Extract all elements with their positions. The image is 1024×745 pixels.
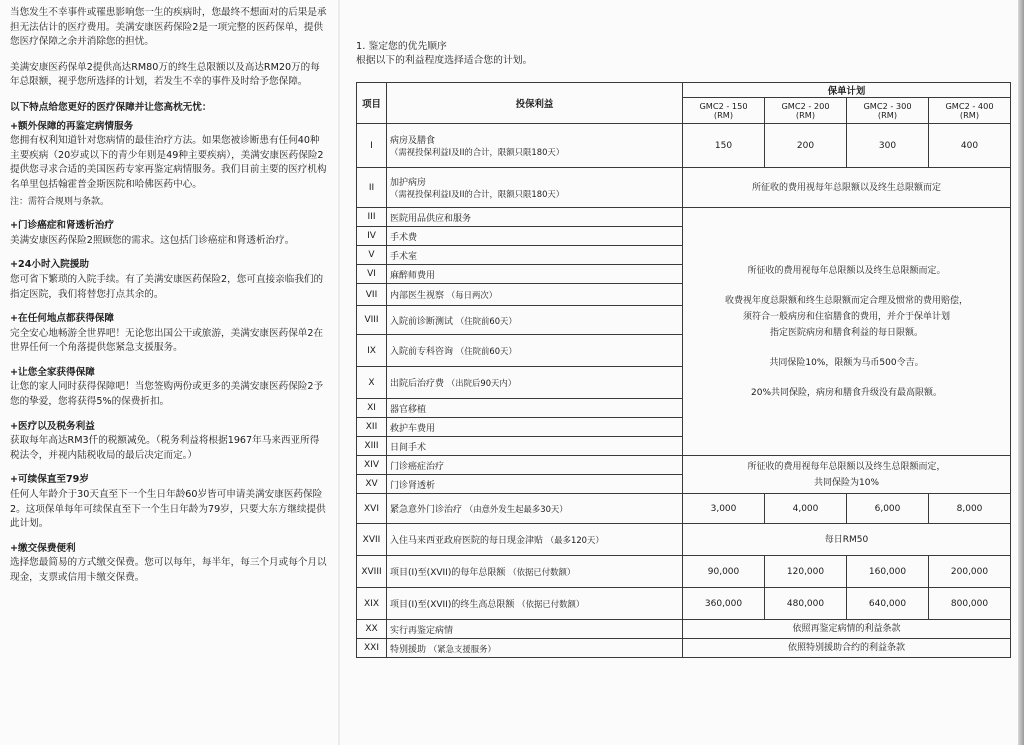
amount-cell: 120,000 [765,556,847,588]
row-number: V [357,246,387,265]
feature-body: 让您的家人同时获得保障吧！当您签购两份或更多的美满安康医药保险2予您的挚爱，您将获得5%的保费折扣。 [10,381,324,408]
benefit-label: 医院用品供应和服务 [387,208,683,227]
plan-gmc2-400: GMC2 - 400 (RM) [929,98,1011,124]
amount-cell: 8,000 [929,494,1011,524]
merged-text: 所征收的费用视每年总限额以及终生总限额而定。 [747,265,946,276]
feature-5 [10,366,328,410]
table-intro [356,40,1010,68]
benefit-label: 入住马来西亚政府医院的每日现金津贴 [390,536,544,546]
row-number: XVIII [357,556,387,588]
benefit-note: （住院前60天） [455,346,517,356]
feature-note: 注：需符合规则与条款。 [10,196,110,207]
table-row [357,524,1011,556]
row-number: XIII [357,437,387,456]
table-subheading: 根据以下的利益程度选择适合您的计划。 [356,55,533,66]
merged-text: 20%共同保险，病房和膳食升级没有最高限额。 [751,387,943,398]
row-number: XVII [357,524,387,556]
benefit-note: （依据已付数额） [517,599,585,609]
table-row [357,456,1011,475]
row-number: XIV [357,456,387,475]
merged-block [683,208,1011,456]
benefit-label: 特别援助 [390,644,427,655]
feature-7 [10,473,328,531]
intro-paragraph-2: 美满安康医药保单2提供高达RM80万的终生总限额以及高达RM20万的每年总限额，视乎您所选择的计划，若发生不幸的事件及时给予您保障。 [10,61,320,88]
benefit-note: （依据已付数额） [508,567,576,577]
benefit-note: （每日两次） [446,290,498,300]
row-number: VII [357,284,387,306]
benefit-note: （出院后90天内） [446,378,517,388]
benefit-label: 内部医生视察 [390,291,445,301]
amount-cell: 3,000 [683,494,765,524]
merged-cell: 每日RM50 [683,524,1011,556]
row-number: I [357,124,387,168]
benefit-label: 入院前专科咨询 [390,347,454,357]
row-benefit [387,124,683,168]
benefit-label: 门诊癌症治疗 [387,456,683,475]
table-row [357,168,1011,208]
merged-cell: 依照特别援助合约的利益条款 [683,639,1011,658]
feature-body: 您拥有权利知道针对您病情的最佳治疗方法。如果您被诊断患有任何40种主要疾病（20岁或以下的青少年则是49种主要疾病），美满安康医药保险2提供您寻求合适的美国医药专家再鉴定病情服务。我们目前主要的医疗机构名单里包括翰霍普金斯医院和哈佛医药中心。 [10,135,327,190]
page-edge [1018,0,1024,745]
benefit-note: （住院前60天） [455,315,517,326]
feature-8 [10,542,328,586]
row-number: X [357,367,387,399]
feature-1 [10,120,328,210]
feature-title: +可续保直至79岁 [10,474,89,486]
feature-3 [10,258,328,302]
feature-title: +医疗以及税务利益 [10,420,95,432]
merged-text: 共同保险10%，限额为马币500令吉。 [769,357,924,368]
col-header-item: 项目 [357,83,387,124]
benefit-label: 器官移植 [387,399,683,418]
benefit-label: 出院后治疗费 [390,379,445,389]
row-benefit [387,306,683,335]
merged-cell: 依照再鉴定病情的利益条款 [683,620,1011,639]
benefit-label: 入院前诊断测试 [390,316,454,327]
benefit-label: 紧急意外门诊治疗 [390,505,463,515]
row-number: XVI [357,494,387,524]
plan-gmc2-200: GMC2 - 200 (RM) [765,98,847,124]
row-benefit [387,284,683,306]
row-number: VI [357,265,387,284]
benefit-label: 门诊肾透析 [387,475,683,494]
table-row [357,494,1011,524]
feature-title: +让您全家获得保障 [10,366,95,378]
amount-cell: 360,000 [683,588,765,620]
page-fold [338,0,340,745]
plan-gmc2-150: GMC2 - 150 (RM) [683,98,765,124]
col-header-plan: 保单计划 [683,83,1011,98]
benefit-label: 手术费 [387,227,683,246]
table-row [357,620,1011,639]
row-number: XIX [357,588,387,620]
merged-cell: 所征收的费用视每年总限额以及终生总限额而定 [683,168,1011,208]
row-benefit [387,588,683,620]
feature-body: 任何人年龄介于30天直至下一个生日年龄60岁皆可申请美满安康医药保险2。这项保单每年可续保直至下一个生日年龄为79岁，只要大东方继续提供此计划。 [10,489,326,530]
table-heading: 1. 鉴定您的优先顺序 [356,41,447,52]
table-row [357,639,1011,658]
table-row [357,556,1011,588]
feature-body: 完全安心地畅游全世界吧！无论您出国公干或旅游，美满安康医药保单2在世界任何一个角落提供您紧急支援服务。 [10,327,324,354]
benefit-note: （需视投保利益I及II的合计，限额只限180天） [390,189,565,199]
merged-text: 指定医院病房和膳食利益的每日限额。 [770,327,924,338]
amount-cell: 6,000 [847,494,929,524]
feature-title: +额外保障的再鉴定病情服务 [10,120,134,132]
row-benefit [387,335,683,367]
amount-cell: 400 [929,124,1011,168]
table-row [357,124,1011,168]
merged-text: 收费视年度总限额和终生总限额而定合理及惯常的费用赔偿， [725,295,969,306]
row-number: XXI [357,639,387,658]
benefit-note: （需视投保利益I及II的合计，限额只限180天） [390,147,565,157]
benefit-label: 日间手术 [387,437,683,456]
amount-cell: 800,000 [929,588,1011,620]
row-number: XI [357,399,387,418]
benefit-label: 救护车费用 [387,418,683,437]
right-column [356,40,1010,658]
amount-cell: 160,000 [847,556,929,588]
row-benefit [387,367,683,399]
benefit-note: （紧急支援服务） [428,643,496,654]
row-number: VIII [357,306,387,335]
feature-body: 选择您最简易的方式缴交保费。您可以每年，每半年，每三个月或每个月以现金，支票或信用卡缴交保费。 [10,557,327,583]
benefit-label: 病房及膳食 [390,136,436,146]
row-number: IX [357,335,387,367]
left-column [10,6,328,596]
feature-4 [10,312,328,356]
feature-title: +24小时入院援助 [10,259,89,271]
row-number: IV [357,227,387,246]
features-title: 以下特点给您更好的医疗保障并让您高枕无忧： [10,101,212,113]
merged-text: 须符合一般病房和住宿膳食的费用，并介于保单计划 [743,311,951,322]
table-row [357,208,1011,227]
feature-2 [10,219,328,248]
benefit-note: （最多120天） [545,535,604,545]
benefits-table [356,82,1011,658]
feature-title: +缴交保费便利 [10,542,76,554]
benefit-label: 手术室 [387,246,683,265]
row-benefit [387,524,683,556]
row-benefit [387,168,683,208]
table-row [357,588,1011,620]
amount-cell: 90,000 [683,556,765,588]
amount-cell: 150 [683,124,765,168]
feature-title: +在任何地点都获得保障 [10,313,114,325]
amount-cell: 4,000 [765,494,847,524]
amount-cell: 300 [847,124,929,168]
row-benefit [387,556,683,588]
row-benefit [387,639,683,658]
merged-text: 所征收的费用视每年总限额以及终生总限额而定， [747,461,946,472]
benefit-note: （由意外发生起最多30天） [464,504,568,514]
feature-title: +门诊癌症和肾透析治疗 [10,220,114,232]
benefit-label: 项目(I)至(XVII)的每年总限额 [390,568,506,578]
col-header-benefit: 投保利益 [387,83,683,124]
amount-cell: 640,000 [847,588,929,620]
amount-cell: 200,000 [929,556,1011,588]
benefit-label: 麻醉师费用 [387,265,683,284]
row-benefit [387,494,683,524]
feature-6 [10,420,328,464]
merged-text: 共同保险为10% [814,477,880,488]
amount-cell: 200 [765,124,847,168]
intro-paragraph-1: 当您发生不幸事件或罹患影响您一生的疾病时，您最终不想面对的后果是承担无法估计的医疗费用。美满安康医药保险2是一项完整的医药保单，提供您医疗保障之余并消除您的担忧。 [10,7,327,48]
row-number: XX [357,620,387,639]
benefit-label: 加护病房 [390,178,427,188]
feature-body: 获取每年高达RM3仟的税额减免。（税务利益将根据1967年马来西亚所得税法令，并视内陆税收局的最后决定而定。） [10,435,320,461]
row-number: III [357,208,387,227]
plan-gmc2-300: GMC2 - 300 (RM) [847,98,929,124]
row-number: XV [357,475,387,494]
amount-cell: 480,000 [765,588,847,620]
merged-cell [683,456,1011,494]
feature-body: 美满安康医药保险2照顾您的需求。这包括门诊癌症和肾透析治疗。 [10,234,295,246]
row-number: II [357,168,387,208]
feature-body: 您可省下繁琐的入院手续。有了美满安康医药保险2，您可直接亲临我们的指定医院，我们将替您打点其余的。 [10,273,324,300]
benefit-label: 项目(I)至(XVII)的终生高总限额 [390,600,515,610]
benefit-label: 实行再鉴定病情 [387,620,683,639]
row-number: XII [357,418,387,437]
